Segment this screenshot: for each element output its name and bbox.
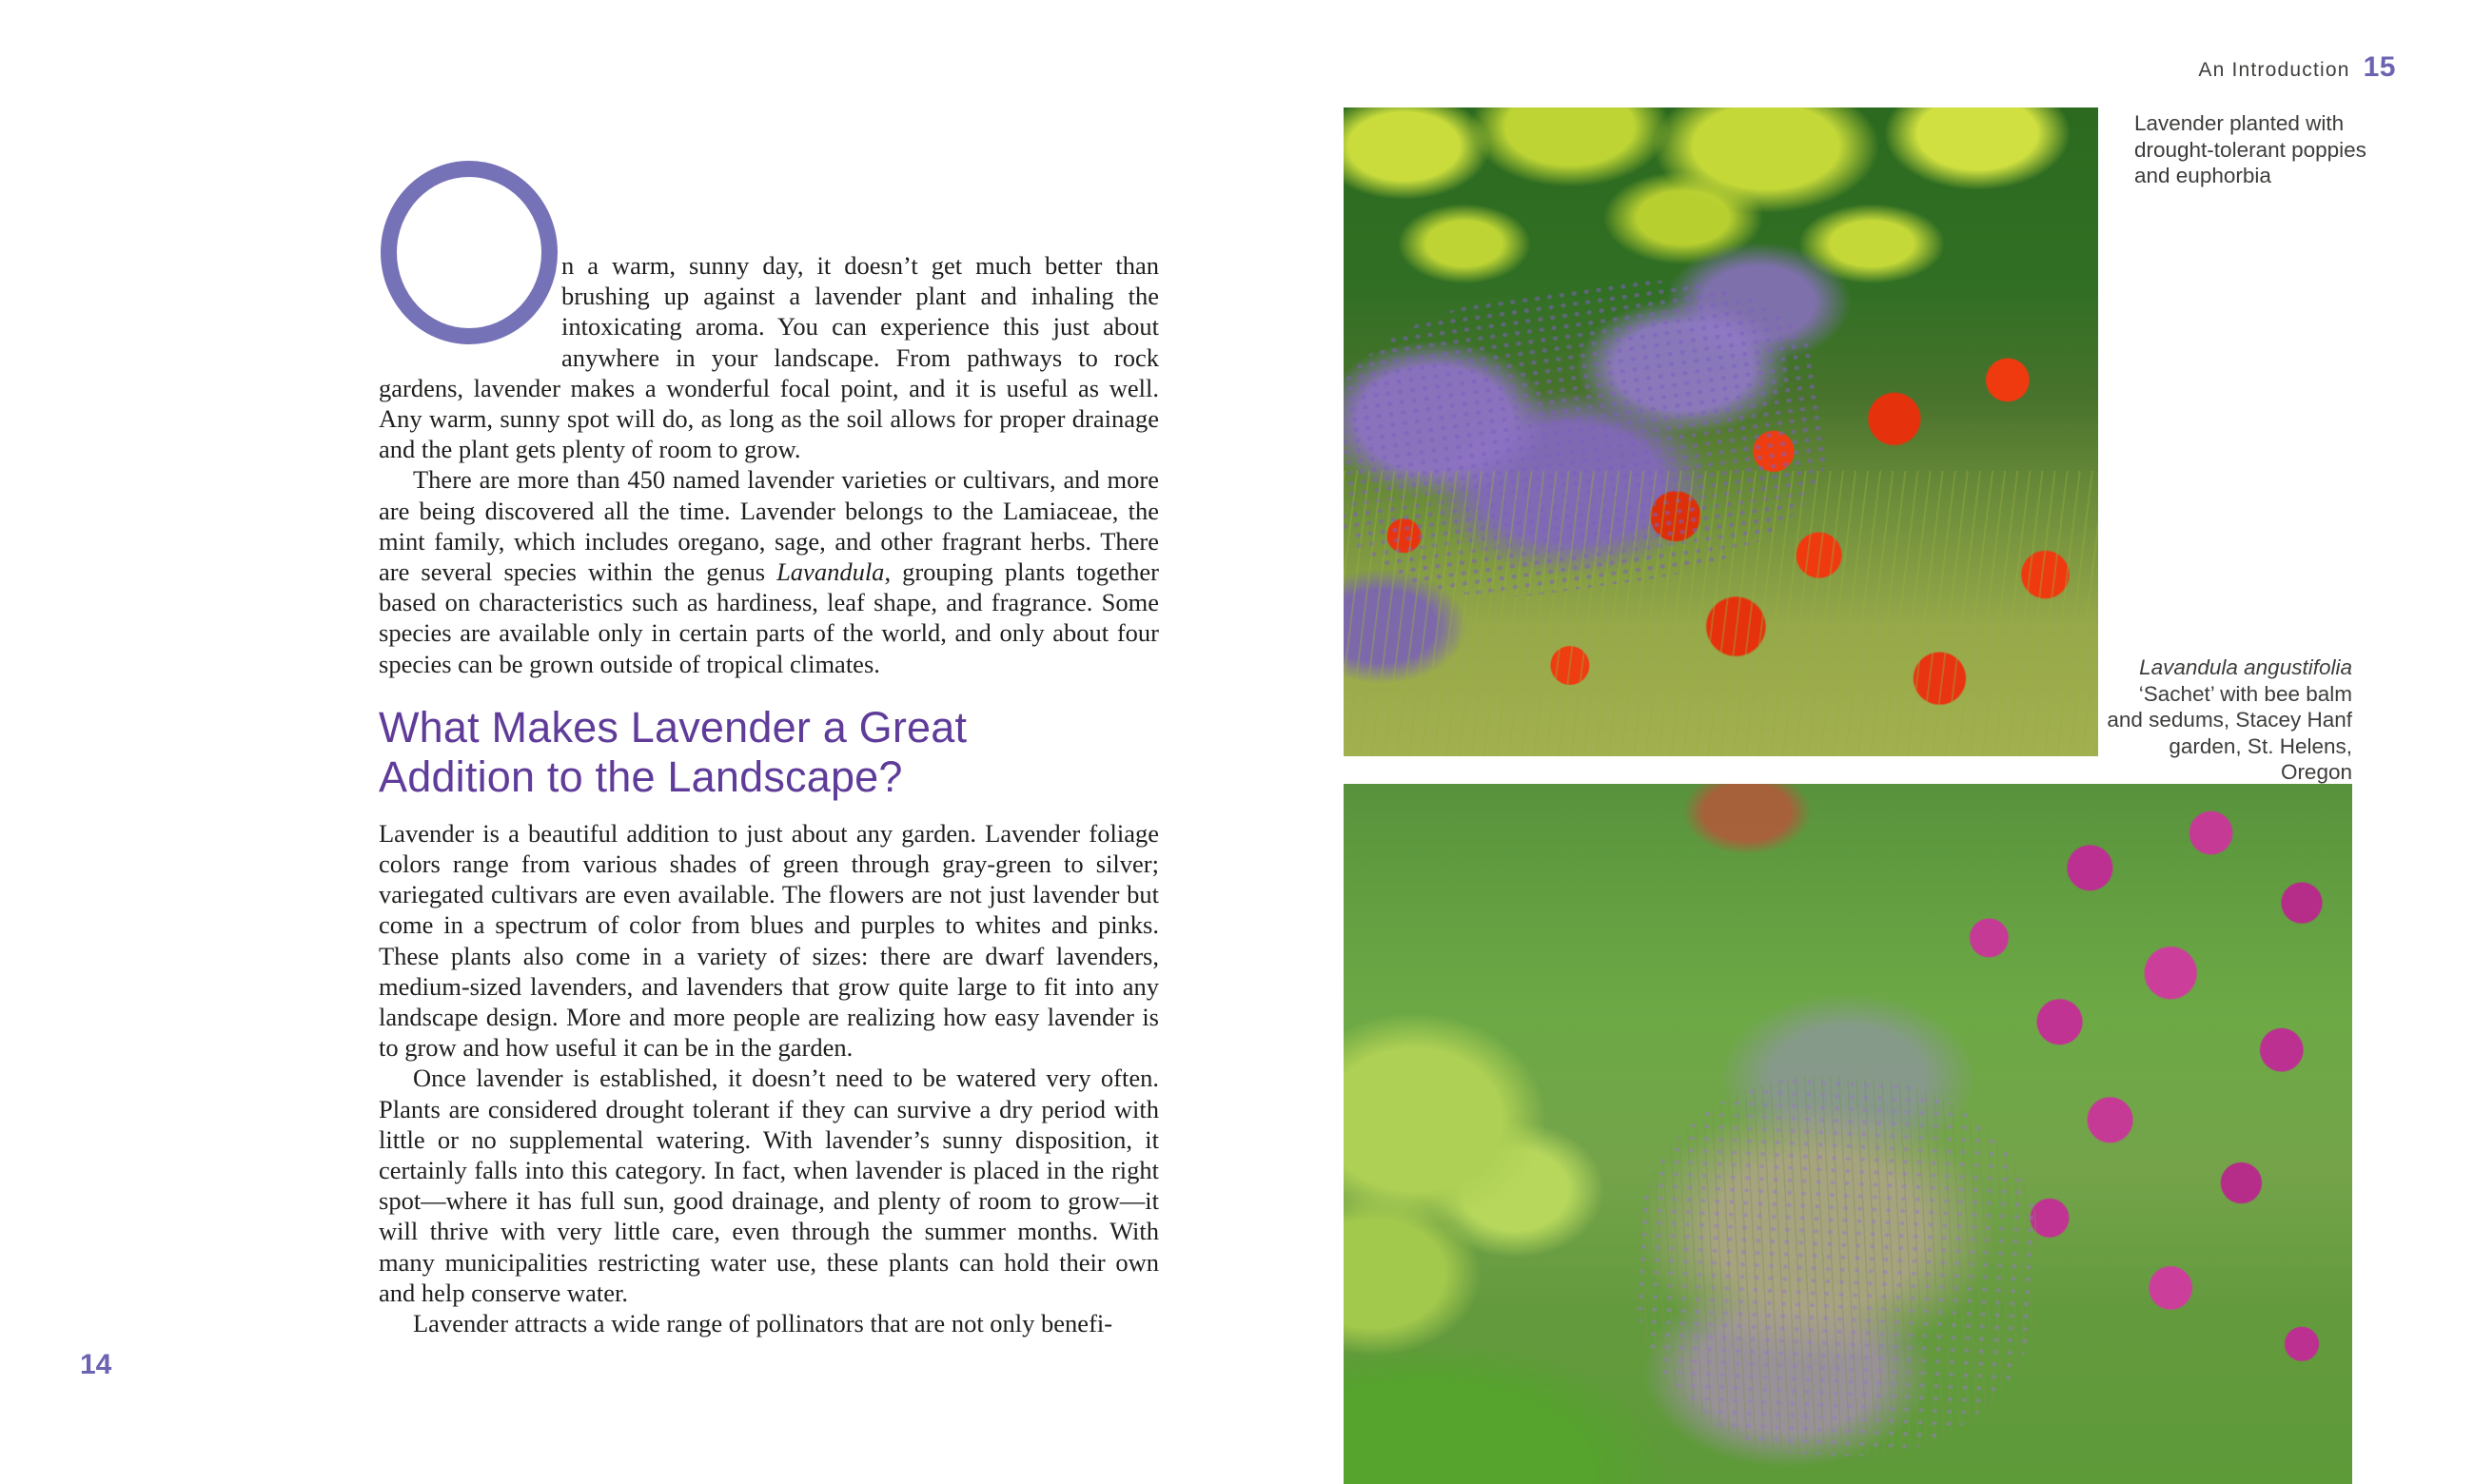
caption-bottom-species-italic: Lavandula angustifolia xyxy=(2139,655,2352,679)
caption-bottom-text: ‘Sachet’ with bee balm and sedums, Stacey Hanf garden, St. Helens, Oregon xyxy=(2107,681,2352,784)
left-page-number: 14 xyxy=(80,1349,112,1380)
paragraph-varieties xyxy=(379,464,1159,678)
caption-top: Lavender planted with drought-tolerant poppies and euphorbia xyxy=(2134,111,2366,187)
right-page-number: 15 xyxy=(2363,51,2396,83)
paragraph-varieties-text-before: There are more than 450 named lavender varieties or cultivars, and more are being discovered all the time. Lavender belongs to the Lamiaceae, the mint family, which includes oregano, sage, and other fragrant herbs. There are several species within the genus xyxy=(379,465,1159,587)
running-header xyxy=(2198,51,2396,84)
paragraph-opening xyxy=(379,250,1159,464)
left-page-text-column xyxy=(379,250,1159,1338)
paragraph-varieties-text-after: , grouping plants together based on characteristics such as hardiness, leaf shape, and fragrance. Some species are available only in certain parts of the world, and only about four species can be grown outside of tropical climates. xyxy=(379,557,1159,678)
photo-sachet-bee-balm-garden xyxy=(1344,784,2352,1484)
section-heading: What Makes Lavender a Great Addition to the Landscape? xyxy=(379,702,968,801)
paragraph-drought-tolerant: Once lavender is established, it doesn’t need to be watered very often. Plants are considered drought tolerant if they can survive a dry period with little or no supplemental watering. With lavender’s sunny disposition, it certainly falls into this category. In fact, when lavender is placed in the right spot—where it has full sun, good drainage, and plenty of room to grow—it will thrive with very little care, even through the summer months. With many municipalities restricting water use, these plants can hold their own and help conserve water. xyxy=(379,1064,1159,1307)
caption-bottom xyxy=(2105,654,2352,786)
drop-cap-letter-o xyxy=(381,161,558,344)
paragraph-beautiful-addition: Lavender is a beautiful addition to just about any garden. Lavender foliage colors range from various shades of green through gray-green to silver; variegated cultivars are even available. The flowers are not just lavender but come in a spectrum of color from blues and purples to whites and pinks. These plants also come in a variety of sizes: there are dwarf lavenders, medium-sized lavenders, and lavenders that grow quite large to fit into any landscape design. More and more people are realizing how easy lavender is to grow and how useful it can be in the garden. xyxy=(379,818,1159,1063)
photo-lavender-poppies-euphorbia xyxy=(1344,107,2098,756)
paragraph-opening-text: n a warm, sunny day, it doesn’t get much better than brushing up against a lavender plant and inhaling the intoxicating aroma. You can experience this just about anywhere in your landscape. From pathways to rock gardens, lavender makes a wonderful focal point, and it is useful as well. Any warm, sunny spot will do, as long as the soil allows for proper drainage and the plant gets plenty of room to grow. xyxy=(379,251,1159,464)
paragraph-pollinators-partial: Lavender attracts a wide range of pollinators that are not only benefi- xyxy=(413,1309,1113,1338)
genus-name-italic: Lavandula xyxy=(776,557,885,587)
running-header-title: An Introduction xyxy=(2198,59,2350,81)
